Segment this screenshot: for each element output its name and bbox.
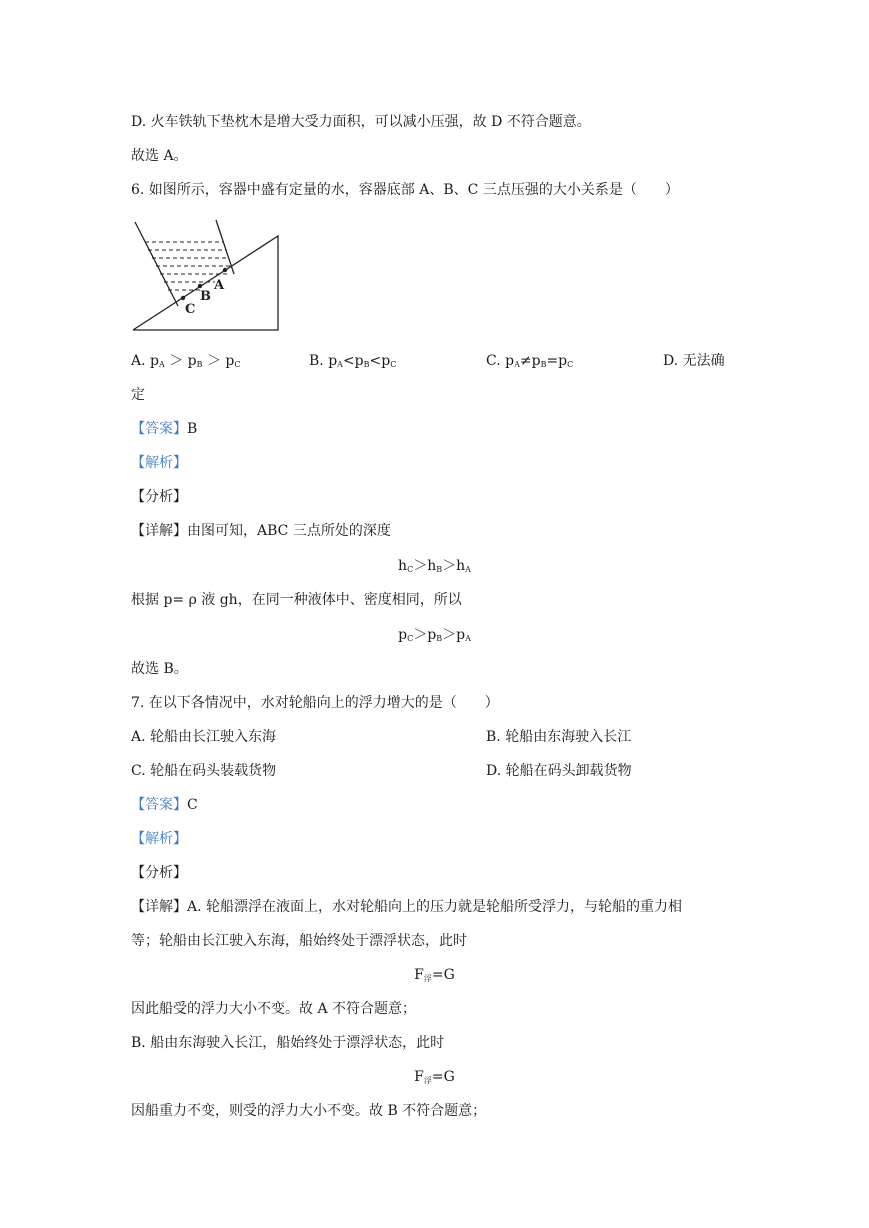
q7-option-d: D. 轮船在码头卸载货物 [486,763,632,779]
question-7: 7. 在以下各情况中，水对轮船向上的浮力增大的是（ ） [131,695,499,711]
point-a-label: A [214,278,225,293]
q6-analysis-heading: 【解析】 [131,455,187,471]
q7-answer: 【答案】C [131,797,198,813]
q6-option-d-continued: 定 [131,387,145,403]
question-6: 6. 如图所示，容器中盛有定量的水，容器底部 A、B、C 三点压强的大小关系是（ ） [131,182,679,198]
q7-detail-line-1: 【详解】A. 轮船漂浮在液面上，水对轮船向上的压力就是轮船所受浮力，与轮船的重力相 [131,899,683,915]
point-b-label: B [200,289,211,304]
depth-formula: $h_C>h_B>h_A$ [398,558,471,574]
container-right-wall [216,220,234,274]
q7-detail-line-2: 等；轮船由长江驶入东海，船始终处于漂浮状态，此时 [131,933,467,949]
q6-option-d: D. 无法确 [663,353,725,369]
point-c-label: C [185,302,196,317]
q7-analyze-heading: 【分析】 [131,865,187,881]
buoyancy-formula: $F_浮=G$ [414,1069,455,1085]
q7-option-c: C. 轮船在码头装载货物 [131,763,277,779]
container-left-wall [135,222,178,306]
point-c-dot [181,296,185,300]
q6-basis: 根据 p= ρ 液 gh，在同一种液体中、密度相同，所以 [131,592,462,608]
q7-option-a: A. 轮船由长江驶入东海 [131,729,277,745]
pressure-formula: $p_C>p_B>p_A$ [398,627,471,643]
q7-detail-line-5: 因船重力不变，则受的浮力大小不变。故 B 不符合题意； [131,1103,487,1119]
q7-detail-line-3: 因此船受的浮力大小不变。故 A 不符合题意； [131,1001,417,1017]
point-a-dot [223,268,227,272]
q6-answer: 【答案】B [131,421,198,437]
q6-option-a: A. $p_A > p_B > p_C$ [131,353,241,369]
q6-analyze-heading: 【分析】 [131,489,187,505]
q6-detail: 【详解】由图可知，ABC 三点所处的深度 [131,523,391,539]
q7-analysis-heading: 【解析】 [131,831,187,847]
container-diagram [133,218,283,336]
text-line: D. 火车铁轨下垫枕木是增大受力面积，可以减小压强，故 D 不符合题意。 [131,114,591,130]
q7-option-b: B. 轮船由东海驶入长江 [486,729,632,745]
q7-detail-line-4: B. 船由东海驶入长江，船始终处于漂浮状态，此时 [131,1035,445,1051]
q6-option-b: B. $p_A<p_B<p_C$ [309,353,397,369]
point-b-dot [198,284,202,288]
q6-option-c: C. $p_A\ne p_B=p_C$ [486,353,574,369]
q6-conclusion: 故选 B。 [131,661,188,677]
buoyancy-formula: $F_浮=G$ [414,967,455,983]
text-line: 故选 A。 [131,148,188,164]
